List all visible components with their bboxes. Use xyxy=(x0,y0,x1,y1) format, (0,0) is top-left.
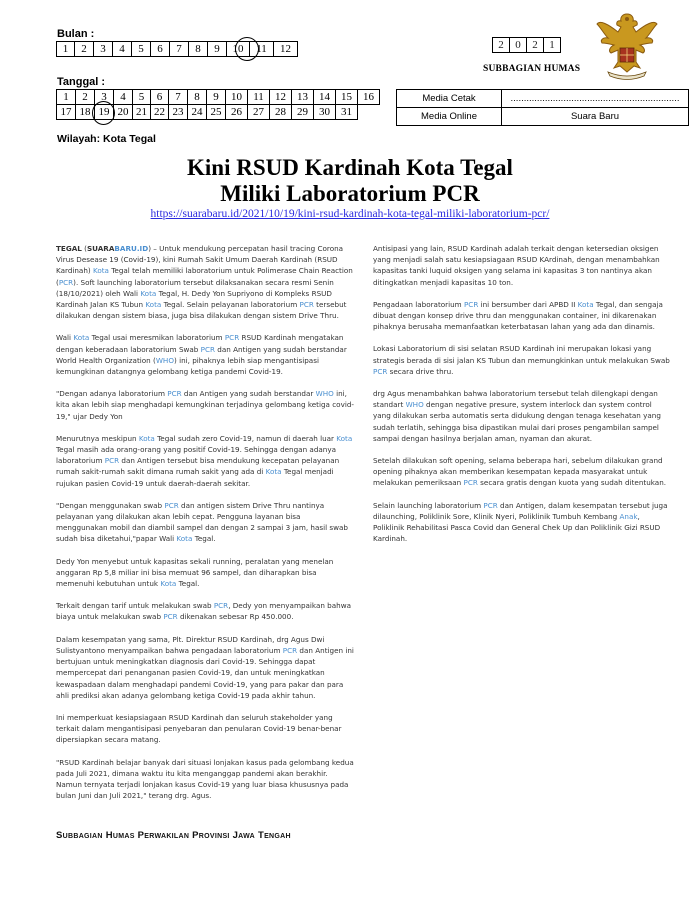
footer-unit: Subbagian Humas Perwakilan Provinsi Jawa Tengah xyxy=(56,830,291,841)
date-cell: 12 xyxy=(270,90,292,105)
article-title-line-2: Miliki Laboratorium PCR xyxy=(220,181,480,206)
month-cell: 10 xyxy=(227,42,250,57)
month-cell: 4 xyxy=(113,42,132,57)
date-cell: 21 xyxy=(133,105,151,120)
selected-date-circle xyxy=(92,101,115,125)
month-cell: 1 xyxy=(57,42,75,57)
article-title-line-1: Kini RSUD Kardinah Kota Tegal xyxy=(187,155,513,180)
paragraph: Antisipasi yang lain, RSUD Kardinah adalah terkait dengan ketersedian oksigen yang menjadi salah satu kesiapsiagaan RSUD KArdinah, dengan menambahkan kapasitas tanki luquid oksigen yang selama ini kapasitas 3 ton nantinya akan ditingkatkan menjadi kapasitas 10 ton. xyxy=(373,244,660,287)
date-cell: 27 xyxy=(248,105,270,120)
month-cell: 8 xyxy=(189,42,208,57)
date-cell: 10 xyxy=(226,90,248,105)
year-box xyxy=(492,37,561,53)
region-label: Wilayah: Kota Tegal xyxy=(57,133,156,145)
date-cell: 16 xyxy=(358,90,380,105)
month-cell: 9 xyxy=(208,42,227,57)
year-digit: 2 xyxy=(493,38,510,53)
paragraph: "Dengan adanya laboratorium PCR dan Antigen yang sudah berstandar WHO ini, kita akan lebih siap menghadapi kemungkinan terjadinya gelombang ketiga covid-19," ujar Dedy Yon xyxy=(56,389,354,421)
date-cell: 3 xyxy=(95,90,114,105)
paragraph: drg Agus menambahkan bahwa laboratorium tersebut telah dilengkapi dengan standart WHO dengan negative presure, system interlock dan system control yang dilakukan serba automatis serta didukung dengan tenaga kesehatan yang sudah terlatih, sehingga bisa dipastikan mulai dari proses pengambilan sampel sampai dengan hasilnya berjalan aman, nyaman dan akurat. xyxy=(373,389,661,443)
date-cell: 23 xyxy=(169,105,188,120)
date-cell: 28 xyxy=(270,105,292,120)
month-cell: 5 xyxy=(132,42,151,57)
media-table xyxy=(396,89,689,126)
date-cell: 17 xyxy=(57,105,76,120)
article-url-link[interactable]: https://suarabaru.id/2021/10/19/kini-rsud-kardinah-kota-tegal-miliki-laboratorium-pcr/ xyxy=(150,208,550,220)
month-cell: 12 xyxy=(274,42,298,57)
media-row xyxy=(397,90,689,108)
date-cell: 8 xyxy=(188,90,207,105)
date-cell: 20 xyxy=(114,105,133,120)
date-cell: 24 xyxy=(188,105,207,120)
date-cell: 4 xyxy=(114,90,133,105)
garuda-emblem-icon xyxy=(594,10,660,82)
date-cell: 30 xyxy=(314,105,336,120)
date-cell: 2 xyxy=(76,90,95,105)
selected-month-circle xyxy=(235,37,259,61)
month-cell: 7 xyxy=(170,42,189,57)
paragraph: Wali Kota Tegal usai meresmikan laboratorium PCR RSUD Kardinah mengatakan dengan keberadaan laboratorium Swab PCR dan Antigen yang sudah berstandar World Health Organization (WHO) ini, pihaknya lebih siap mengantisipasi kemungkinan datangnya gelombang ketiga pandemi Covid-19. xyxy=(56,333,347,377)
media-label: Media Online xyxy=(397,108,502,126)
bulan-label: Bulan : xyxy=(57,28,95,40)
year-digit: 0 xyxy=(510,38,527,53)
date-cell: 6 xyxy=(151,90,169,105)
date-cell: 18 xyxy=(76,105,95,120)
unit-name: SUBBAGIAN HUMAS xyxy=(483,64,581,74)
media-row xyxy=(397,108,689,126)
paragraph: Lokasi Laboratorium di sisi selatan RSUD Kardinah ini merupakan lokasi yang strategis berada di sisi jalan KS Tubun dan memungkinkan untuk melakukan Swab PCR secara drive thru. xyxy=(373,344,670,376)
paragraph: "Dengan menggunakan swab PCR dan antigen sistem Drive Thru nantinya pelayanan yang dilakukan akan lebih cepat. Pengguna layanan bisa menggunakan mobil dan diambil sampel dan dengan 2 sampai 3 jam, hasil swab sudah bisa diketahui,"papar Wali Kota Tegal. xyxy=(56,500,348,544)
year-digit: 2 xyxy=(527,38,544,53)
date-cell: 7 xyxy=(169,90,188,105)
paragraph: Setelah dilakukan soft opening, selama beberapa hari, sebelum dilakukan grand opening pihaknya akan memberikan kesempatan kepada masyarakat untuk melakukan pemeriksaan PCR secara gratis dengan kuota yang sudah ditentukan. xyxy=(373,456,667,488)
article-right-column xyxy=(373,243,671,555)
date-cell: 11 xyxy=(248,90,270,105)
month-cell: 3 xyxy=(94,42,113,57)
paragraph: Dalam kesempatan yang sama, Plt. Direktur RSUD Kardinah, drg Agus Dwi Sulistyantono menyampaikan bahwa pengadaan laboratorium PCR dan Antigen ini bertujuan untuk meningkatkan diagnosis dari Covid-19. Sehingga dapat mempercepat dari penanganan pasien Covid-19, dan untuk meningkatkan kewaspadaan dalam menghadapi pandemi Covid-19, yang para pakar dan para ahli prediksi akan adanya gelombang ketiga Covid-19 pada akhir tahun. xyxy=(56,634,354,700)
date-cell: 29 xyxy=(292,105,314,120)
media-value: Suara Baru xyxy=(502,108,689,126)
paragraph: "RSUD Kardinah belajar banyak dari situasi lonjakan kasus pada gelombang kedua pada Juli 2021, dimana waktu itu kita menganggap pandemi akan berakhir. Namun ternyata terjadi lonjakan kasus Covid-19 yang luar biasa khususnya pada bulan Juni dan Juli 2021," terang drg. Agus. xyxy=(56,757,354,801)
date-cell: 15 xyxy=(336,90,358,105)
date-cell: 14 xyxy=(314,90,336,105)
paragraph: Menurutnya meskipun Kota Tegal sudah zero Covid-19, namun di daerah luar Kota Tegal masih ada orang-orang yang positif Covid-19. Sehingga dengan adanya laboratorium PCR dan Antigen tersebut bisa mendukung kecepatan pelayanan rumah sakit-rumah sakit dimana rumah sakit yang ada di Kota Tegal menjadi rujukan pasien Covid-19 untuk daerah-daerah sekitar. xyxy=(56,433,353,488)
year-digit: 1 xyxy=(544,38,561,53)
date-cell: 5 xyxy=(133,90,151,105)
date-cell: 26 xyxy=(226,105,248,120)
paragraph: Pengadaan laboratorium PCR ini bersumber dari APBD II Kota Tegal, dan sengaja dibuat dengan konsep drive thru dan menggunakan container, ini dikarenakan pihaknya berusaha memanfaatkan keterbatasan lahan yang ada dan dinamis. xyxy=(373,299,663,332)
paragraph: TEGAL (SUARABARU.ID) – Untuk mendukung percepatan hasil tracing Corona Virus Desease 19 (Covid-19), kini Rumah Sakit Umum Daerah Kardinah (RSUD Kardinah) Kota Tegal telah memiliki laboratorium untuk Polimerase Chain Reaction (PCR). Soft launching laboratorium tersebut dilaksanakan secara resmi Senin (18/10/2021) oleh Wali Kota Tegal, H. Dedy Yon Supriyono di Kompleks RSUD Kardinah Jalan KS Tubun Kota Tegal. Selain pelayanan laboratorium PCR tersebut dilakukan dengan sistem biasa, juga bisa dilakukan dengan sistem Drive Thru. xyxy=(56,244,353,321)
month-cell: 2 xyxy=(75,42,94,57)
date-cell: 19 xyxy=(95,105,114,120)
paragraph: Ini memperkuat kesiapsiagaan RSUD Kardinah dan seluruh stakeholder yang terkait dalam mengantisipasi penyebaran dan penularan Covid-19 benar-benar dipersiapkan secara matang. xyxy=(56,712,342,745)
tanggal-label: Tanggal : xyxy=(57,76,106,88)
date-cell: 1 xyxy=(57,90,76,105)
date-cell: 13 xyxy=(292,90,314,105)
paragraph: Dedy Yon menyebut untuk kapasitas sekali running, peralatan yang menelan anggaran Rp 5,8 miliar ini bisa memuat 96 sampel, dan diharapkan bisa memenuhi kebutuhan untuk Kota Tegal. xyxy=(56,556,334,589)
media-value: ................................................................ xyxy=(502,90,689,108)
paragraph: Terkait dengan tarif untuk melakukan swab PCR, Dedy yon menyampaikan bahwa biaya untuk melakukan swab PCR dikenakan sebesar Rp 450.000. xyxy=(56,601,351,622)
month-cell: 11 xyxy=(250,42,274,57)
date-cell: 22 xyxy=(151,105,169,120)
article-left-column xyxy=(56,243,354,812)
month-grid xyxy=(56,41,298,57)
media-label: Media Cetak xyxy=(397,90,502,108)
date-cell: 9 xyxy=(207,90,226,105)
date-cell: 31 xyxy=(336,105,358,120)
paragraph: Selain launching laboratorium PCR dan Antigen, dalam kesempatan tersebut juga dilaunching, Poliklinik Sore, Klinik Nyeri, Poliklinik Tumbuh Kembang Anak, Poliklinik Rehabilitasi Pasca Covid dan General Chek Up dan Poliklinik Gizi RSUD Kardinah. xyxy=(373,500,668,544)
month-cell: 6 xyxy=(151,42,170,57)
date-cell: 25 xyxy=(207,105,226,120)
